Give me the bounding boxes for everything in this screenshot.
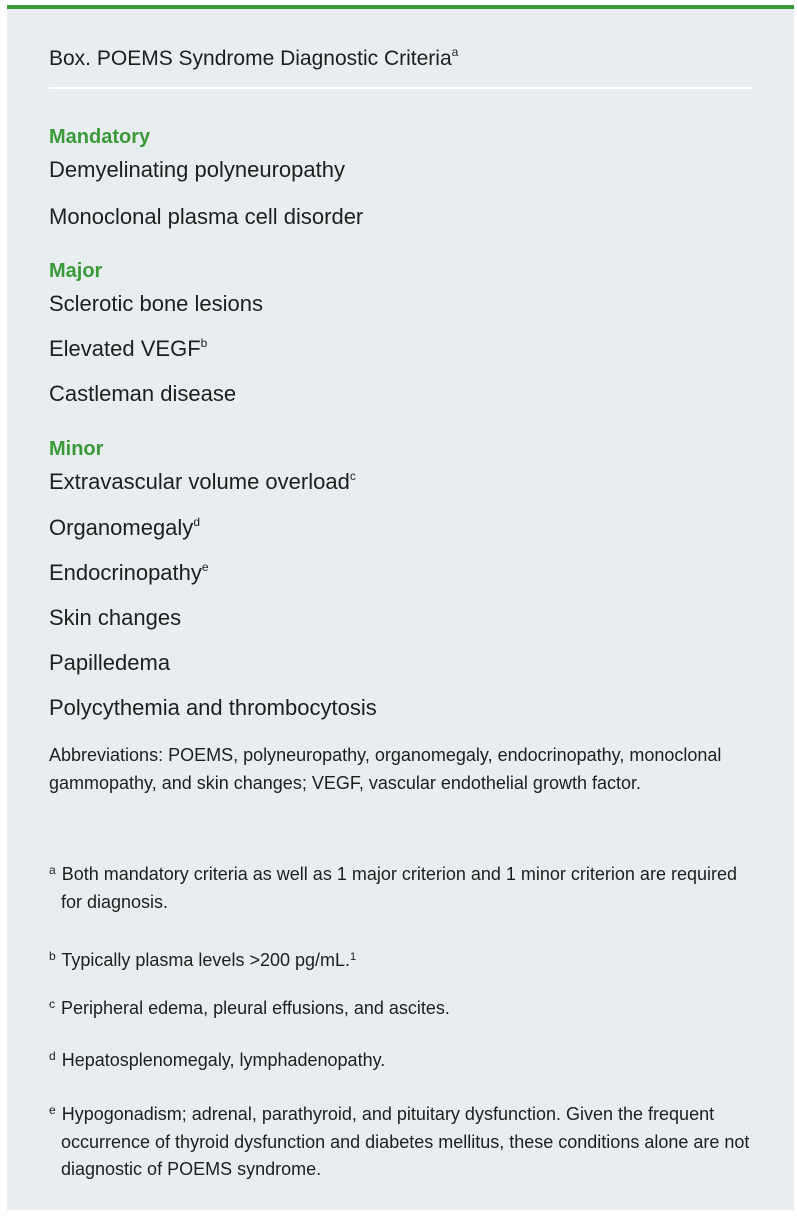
- criterion-text: Monoclonal plasma cell disorder: [49, 204, 364, 229]
- footnote-mark: e: [201, 560, 209, 574]
- criterion-text: Organomegaly: [49, 515, 194, 540]
- criterion-text: Extravascular volume overload: [49, 469, 350, 494]
- section-heading-mandatory: Mandatory: [49, 126, 151, 148]
- criterion-item: [49, 604, 181, 632]
- box-title-footnote-mark: a: [451, 45, 459, 59]
- criterion-text: Papilledema: [49, 650, 171, 675]
- criterion-text: Elevated VEGF: [49, 336, 201, 361]
- title-divider: [49, 87, 752, 89]
- footnote-letter: a: [49, 863, 56, 877]
- criterion-text: Skin changes: [49, 605, 182, 630]
- footnote-text: Hypogonadism; adrenal, parathyroid, and pituitary dysfunction. Given the frequent occurrence of thyroid dysfunction and diabetes mellitus, these conditions alone are not diagnostic of POEMS syndrome.: [61, 1104, 750, 1179]
- footnote-mark: c: [349, 469, 356, 483]
- footnote-mark: d: [193, 515, 200, 529]
- abbreviations-note: Abbreviations: POEMS, polyneuropathy, organomegaly, endocrinopathy, monoclonal gammopathy, and skin changes; VEGF, vascular endothelial growth factor.: [49, 745, 722, 793]
- criterion-item: [49, 514, 200, 542]
- criterion-item: [49, 694, 377, 722]
- section-heading-major: Major: [49, 260, 103, 282]
- criterion-text: Sclerotic bone lesions: [49, 291, 264, 316]
- criterion-item: [49, 380, 236, 408]
- criteria-box: [7, 5, 794, 1210]
- section-heading-minor: Minor: [49, 438, 104, 460]
- footnote-letter: c: [49, 997, 55, 1011]
- reference-mark: 1: [350, 951, 357, 963]
- footnote-letter: d: [49, 1049, 56, 1063]
- footnote-text: Hepatosplenomegaly, lymphadenopathy.: [61, 1050, 386, 1070]
- footnote-letter: b: [49, 949, 56, 963]
- criterion-text: Castleman disease: [49, 381, 237, 406]
- criterion-item: [49, 649, 170, 677]
- criterion-text: Polycythemia and thrombocytosis: [49, 695, 377, 720]
- footnote-text: Both mandatory criteria as well as 1 major criterion and 1 minor criterion are required for diagnosis.: [61, 864, 737, 912]
- footnote-e: [49, 1101, 759, 1184]
- footnote-d: [49, 1047, 759, 1075]
- footnote-text: Typically plasma levels >200 pg/mL.: [61, 950, 351, 970]
- footnote-text: Peripheral edema, pleural effusions, and ascites.: [61, 998, 450, 1018]
- footnote-mark: b: [200, 336, 208, 350]
- criterion-item: [49, 559, 209, 587]
- criterion-item: [49, 203, 363, 231]
- criterion-item: [49, 335, 207, 363]
- footnote-b: [49, 947, 759, 975]
- box-title: [49, 45, 458, 73]
- box-title-text: Box. POEMS Syndrome Diagnostic Criteria: [49, 47, 452, 70]
- footnote-c: [49, 995, 759, 1023]
- criterion-text: Demyelinating polyneuropathy: [49, 157, 345, 182]
- footnote-a: [49, 861, 759, 916]
- criterion-item: [49, 156, 345, 184]
- criterion-item: [49, 468, 356, 496]
- criterion-text: Endocrinopathy: [49, 560, 202, 585]
- criterion-item: [49, 290, 263, 318]
- footnote-letter: e: [49, 1103, 56, 1117]
